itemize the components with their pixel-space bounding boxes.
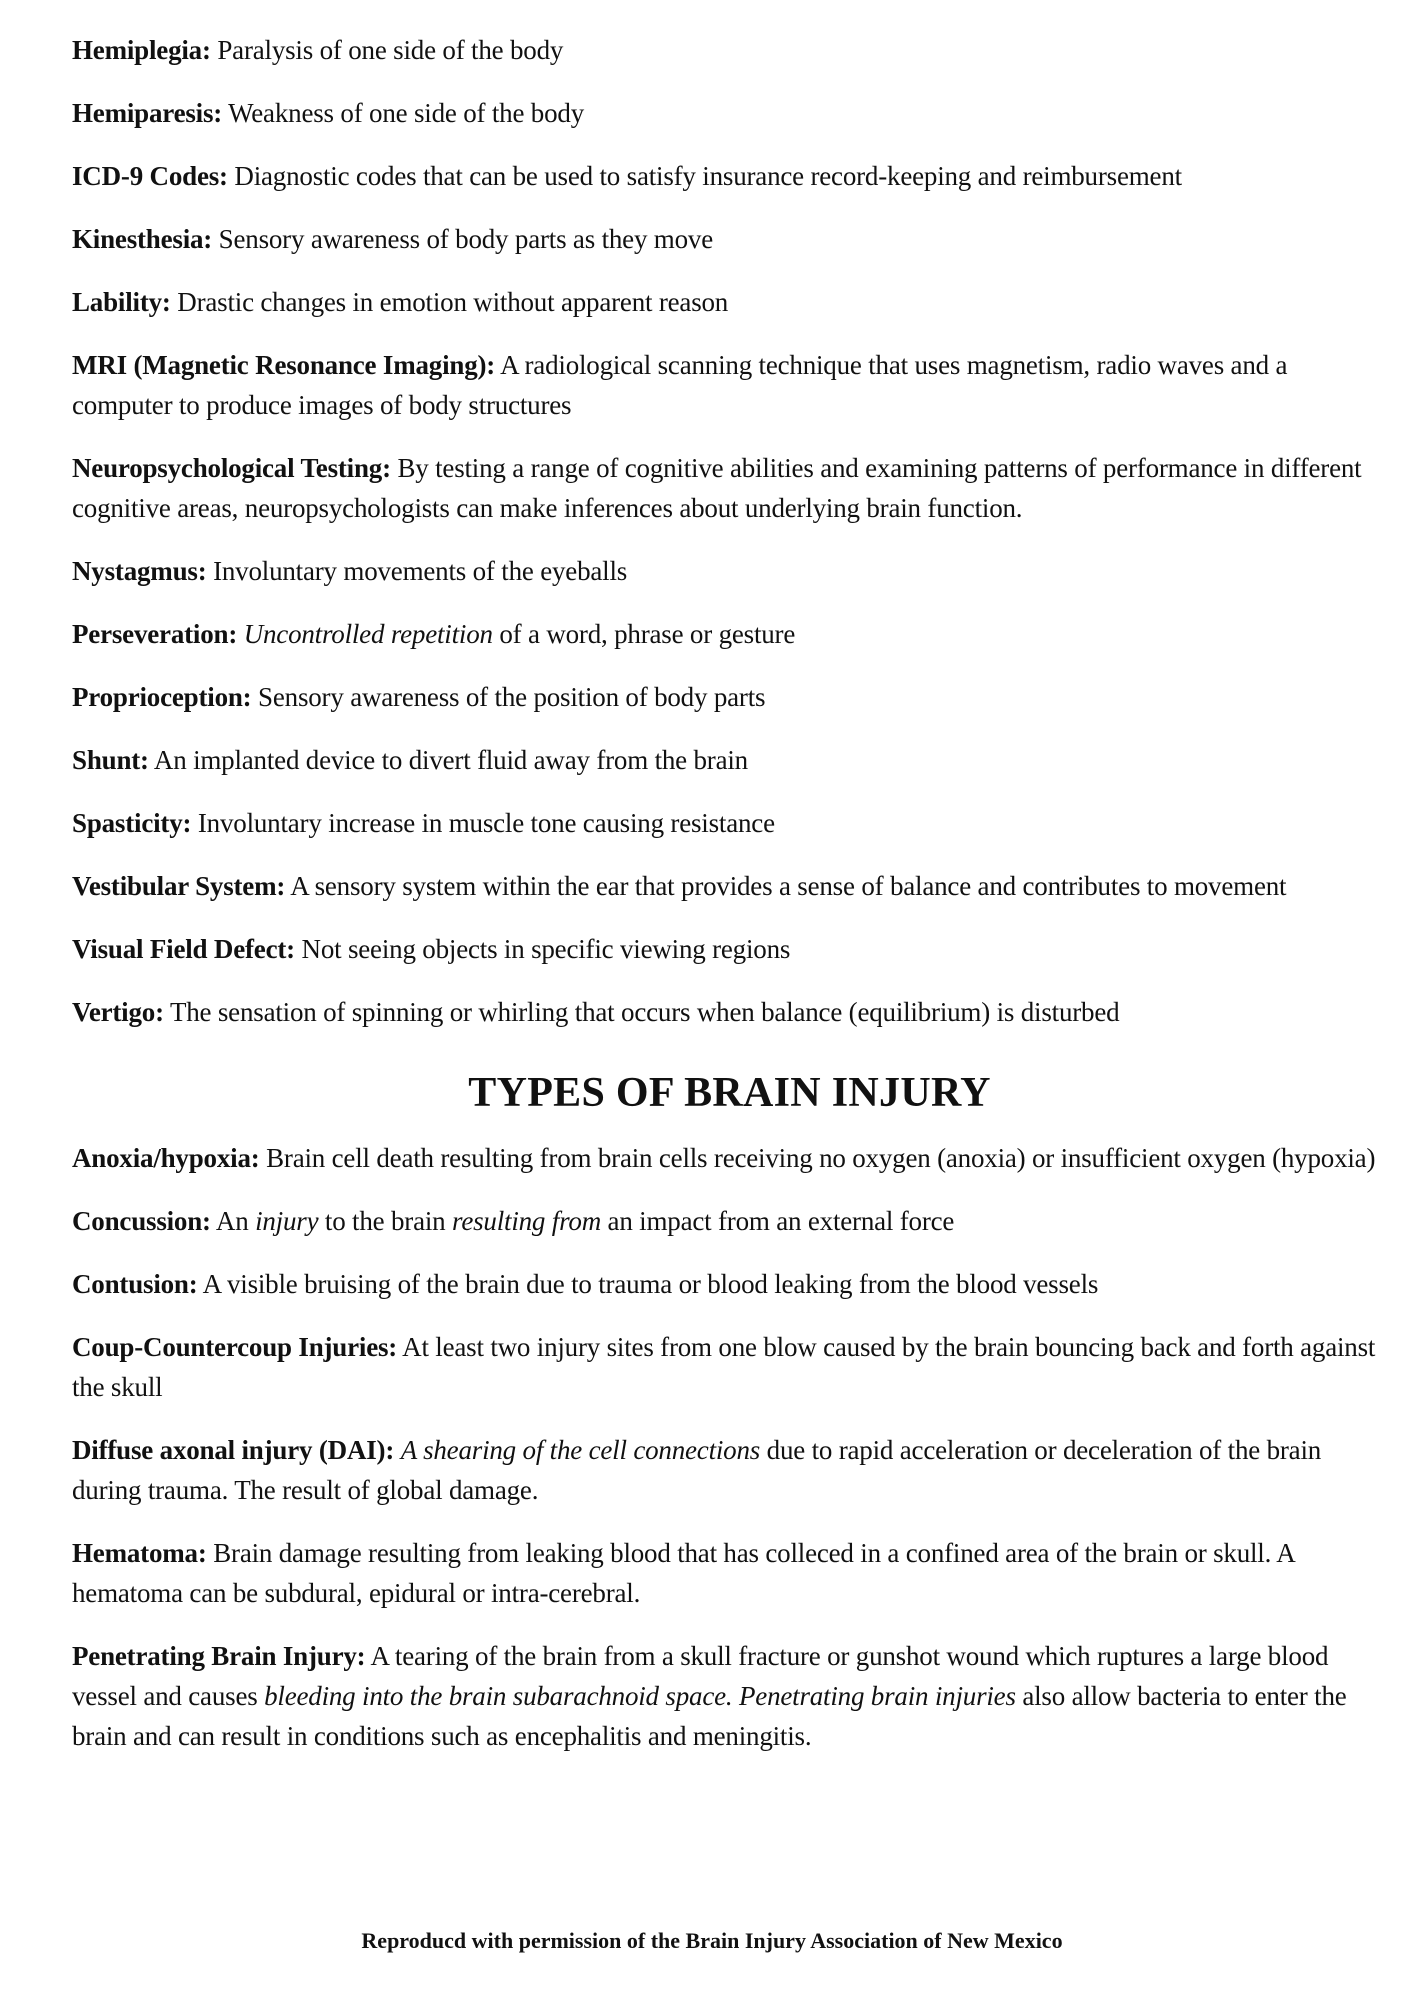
document-page bbox=[72, 30, 1387, 1779]
footer-credit: Reproducd with permission of the Brain Injury Association of New Mexico bbox=[361, 1928, 1063, 1953]
entry-term: Perseveration: bbox=[72, 619, 238, 649]
entry-definition: A shearing of the cell connections bbox=[400, 1435, 761, 1465]
section-heading: TYPES OF BRAIN INJURY bbox=[468, 1070, 991, 1116]
entry-definition: A visible bruising of the brain due to trauma or blood leaking from the blood vessels bbox=[202, 1269, 1099, 1299]
entry-term: Concussion: bbox=[72, 1206, 211, 1236]
entry-term: MRI (Magnetic Resonance Imaging): bbox=[72, 350, 496, 380]
injury-type-entry bbox=[72, 1636, 1387, 1756]
glossary-entry bbox=[72, 677, 1387, 717]
glossary-list bbox=[72, 30, 1387, 1032]
entry-definition: resulting from bbox=[452, 1206, 601, 1236]
glossary-entry bbox=[72, 345, 1387, 425]
entry-term: ICD-9 Codes: bbox=[72, 161, 228, 191]
injury-type-entry bbox=[72, 1533, 1387, 1613]
entry-definition: A sensory system within the ear that provides a sense of balance and contributes to movement bbox=[290, 871, 1287, 901]
entry-term: Lability: bbox=[72, 287, 171, 317]
entry-definition: bleeding into the brain subarachnoid space. Penetrating brain injuries bbox=[264, 1681, 1016, 1711]
entry-term: Hemiparesis: bbox=[72, 98, 223, 128]
entry-definition: The sensation of spinning or whirling that occurs when balance (equilibrium) is disturbed bbox=[169, 997, 1120, 1027]
entry-term: Proprioception: bbox=[72, 682, 252, 712]
entry-definition: to the brain bbox=[318, 1206, 453, 1236]
entry-definition: also allow bacteria to enter the brain and can result in conditions such as encephalitis and meningitis. bbox=[72, 1681, 1347, 1751]
glossary-entry bbox=[72, 803, 1387, 843]
entry-term: Diffuse axonal injury (DAI): bbox=[72, 1435, 395, 1465]
entry-definition: By testing a range of cognitive abilities and examining patterns of performance in different cognitive areas, neuropsychologists can make inferences about underlying brain function. bbox=[72, 453, 1362, 523]
injury-type-entry bbox=[72, 1430, 1387, 1510]
entry-definition: Involuntary movements of the eyeballs bbox=[213, 556, 628, 586]
entry-term: Shunt: bbox=[72, 745, 149, 775]
entry-term: Vertigo: bbox=[72, 997, 164, 1027]
glossary-entry bbox=[72, 448, 1387, 528]
glossary-entry bbox=[72, 93, 1387, 133]
glossary-entry bbox=[72, 551, 1387, 591]
entry-definition: Uncontrolled repetition bbox=[243, 619, 493, 649]
glossary-entry bbox=[72, 156, 1387, 196]
injury-type-entry bbox=[72, 1138, 1387, 1178]
entry-term: Coup-Countercoup Injuries: bbox=[72, 1332, 398, 1362]
entry-definition: Brain damage resulting from leaking blood that has colleced in a confined area of the brain or skull. A hematoma can be subdural, epidural or intra-cerebral. bbox=[72, 1538, 1295, 1608]
glossary-entry bbox=[72, 929, 1387, 969]
entry-definition: At least two injury sites from one blow caused by the brain bouncing back and forth against the skull bbox=[72, 1332, 1376, 1402]
glossary-entry bbox=[72, 614, 1387, 654]
entry-definition: Sensory awareness of body parts as they move bbox=[218, 224, 713, 254]
entry-term: Visual Field Defect: bbox=[72, 934, 295, 964]
entry-definition: Brain cell death resulting from brain cells receiving no oxygen (anoxia) or insufficient oxygen (hypoxia) bbox=[266, 1143, 1376, 1173]
entry-term: Hemiplegia: bbox=[72, 35, 211, 65]
entry-definition: A tearing of the brain from a skull fracture or gunshot wound which ruptures a large blood vessel and causes bbox=[72, 1641, 1329, 1711]
entry-definition: injury bbox=[255, 1206, 319, 1236]
entry-definition: An bbox=[215, 1206, 256, 1236]
entry-definition: Not seeing objects in specific viewing regions bbox=[301, 934, 791, 964]
glossary-entry bbox=[72, 282, 1387, 322]
injury-type-entry bbox=[72, 1264, 1387, 1304]
entry-term: Hematoma: bbox=[72, 1538, 207, 1568]
entry-definition: Paralysis of one side of the body bbox=[217, 35, 564, 65]
entry-definition: due to rapid acceleration or deceleration of the brain during trauma. The result of global damage. bbox=[72, 1435, 1322, 1505]
entry-term: Vestibular System: bbox=[72, 871, 286, 901]
injury-type-entry bbox=[72, 1327, 1387, 1407]
injury-type-entry bbox=[72, 1201, 1387, 1241]
entry-definition: Involuntary increase in muscle tone causing resistance bbox=[197, 808, 775, 838]
entry-definition: Sensory awareness of the position of body parts bbox=[258, 682, 766, 712]
entry-definition: Diagnostic codes that can be used to satisfy insurance record-keeping and reimbursement bbox=[234, 161, 1182, 191]
entry-term: Kinesthesia: bbox=[72, 224, 213, 254]
entry-definition: Drastic changes in emotion without apparent reason bbox=[177, 287, 729, 317]
glossary-entry bbox=[72, 866, 1387, 906]
glossary-entry bbox=[72, 740, 1387, 780]
entry-definition: an impact from an external force bbox=[601, 1206, 955, 1236]
entry-definition: of a word, phrase or gesture bbox=[492, 619, 796, 649]
entry-term: Neuropsychological Testing: bbox=[72, 453, 391, 483]
entry-term: Contusion: bbox=[72, 1269, 198, 1299]
entry-term: Anoxia/hypoxia: bbox=[72, 1143, 260, 1173]
entry-term: Spasticity: bbox=[72, 808, 192, 838]
entry-definition: An implanted device to divert fluid away from the brain bbox=[153, 745, 748, 775]
glossary-entry bbox=[72, 992, 1387, 1032]
entry-term: Nystagmus: bbox=[72, 556, 207, 586]
entry-definition: A radiological scanning technique that uses magnetism, radio waves and a computer to produce images of body structures bbox=[72, 350, 1288, 420]
injury-types-list bbox=[72, 1138, 1387, 1756]
glossary-entry bbox=[72, 30, 1387, 70]
entry-definition: Weakness of one side of the body bbox=[228, 98, 584, 128]
glossary-entry bbox=[72, 219, 1387, 259]
entry-term: Penetrating Brain Injury: bbox=[72, 1641, 366, 1671]
